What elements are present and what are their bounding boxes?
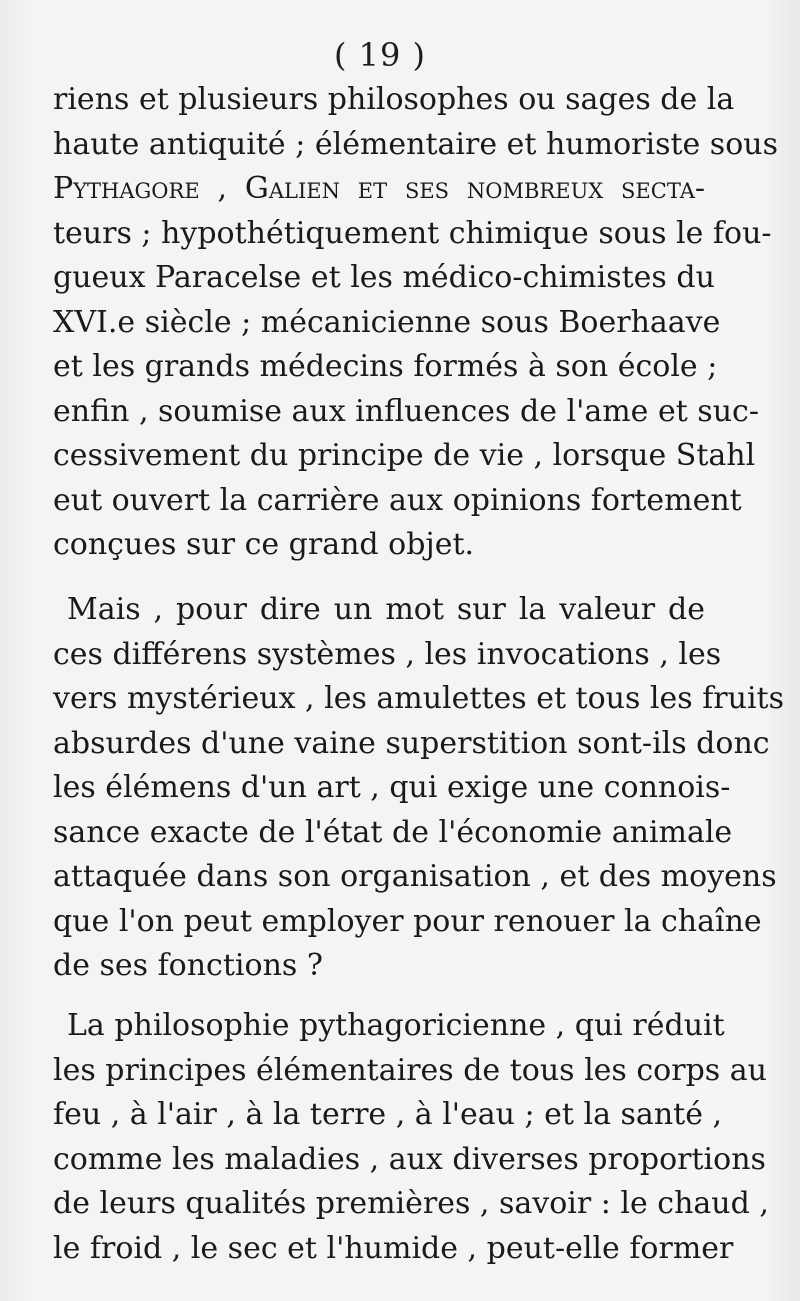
text-line: comme les maladies , aux diverses proportions <box>53 1141 766 1177</box>
paragraph-3 <box>53 1004 769 1271</box>
text-line: attaquée dans son organisation , et des moyens <box>53 859 777 894</box>
text-line: que l'on peut employer pour renouer la chaîne <box>53 903 762 939</box>
text-line: Mais , pour dire un mot sur la valeur de <box>67 592 705 627</box>
text-line: riens et plusieurs philosophes ou sages de la <box>53 82 735 117</box>
text-line: XVI.e siècle ; mécanicienne sous Boerhaave <box>53 304 721 340</box>
text-line: teurs ; hypothétiquement chimique sous le fou- <box>53 215 772 251</box>
text-line: haute antiquité ; élémentaire et humoriste sous <box>53 126 778 162</box>
text-line: conçues sur ce grand objet. <box>53 527 475 562</box>
text-line: vers mystérieux , les amulettes et tous les fruits <box>53 681 785 716</box>
text-line: gueux Paracelse et les médico-chimistes du <box>53 260 715 295</box>
text-line: Pythagore , Galien et ses nombreux secta- <box>53 171 705 206</box>
text-line: les élémens d'un art , qui exige une connois- <box>53 770 731 805</box>
text-line: feu , à l'air , à la terre , à l'eau ; et la santé , <box>53 1097 723 1132</box>
text-line: de ses fonctions ? <box>53 948 323 983</box>
paragraph-1 <box>53 78 778 568</box>
text-line: cessivement du principe de vie , lorsque Stahl <box>53 438 756 473</box>
text-line: les principes élémentaires de tous les corps au <box>53 1052 767 1088</box>
paragraph-2 <box>53 588 785 989</box>
text-line: absurdes d'une vaine superstition sont-ils donc <box>53 725 770 761</box>
text-line: le froid , le sec et l'humide , peut-elle former <box>53 1230 734 1266</box>
text-line: de leurs qualités premières , savoir : le chaud , <box>53 1186 769 1221</box>
text-line: ces différens systèmes , les invocations , les <box>53 636 722 672</box>
text-line: et les grands médecins formés à son école ; <box>53 349 718 384</box>
text-line: eut ouvert la carrière aux opinions fortement <box>53 482 742 518</box>
text-line: sance exacte de l'état de l'économie animale <box>53 814 733 850</box>
text-line: enfin , soumise aux influences de l'ame et suc- <box>53 393 759 429</box>
text-line: La philosophie pythagoricienne , qui réduit <box>67 1008 725 1043</box>
page-number: ( 19 ) <box>333 36 427 74</box>
